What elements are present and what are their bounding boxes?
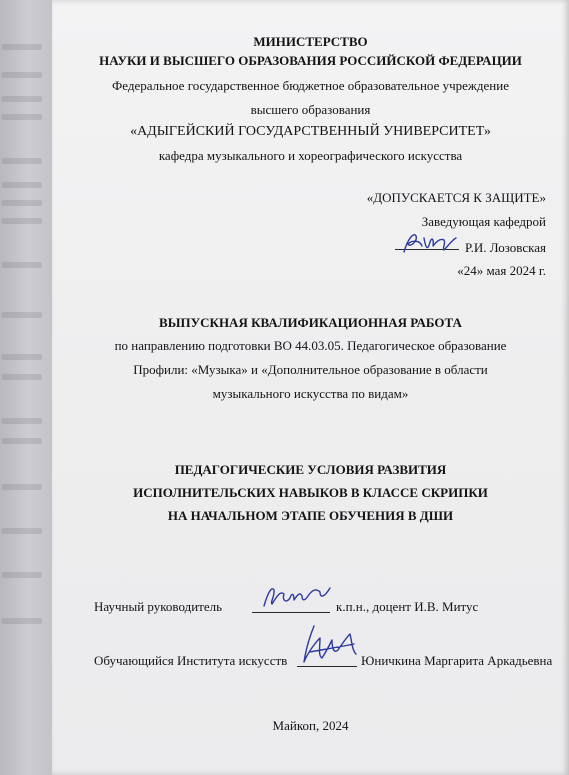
ghost-text: [2, 374, 42, 380]
supervisor-signature-icon: [258, 580, 334, 614]
supervisor-details: к.п.н., доцент И.В. Митус: [336, 599, 479, 614]
student-signature-icon: [296, 622, 360, 672]
ghost-text: [2, 312, 42, 318]
title-page: [52, 0, 569, 775]
approval-title: «ДОПУСКАЕТСЯ К ЗАЩИТЕ»: [366, 190, 546, 205]
work-profile-line2: музыкального искусства по видам»: [212, 386, 409, 401]
topic-line1: ПЕДАГОГИЧЕСКИЕ УСЛОВИЯ РАЗВИТИЯ: [174, 462, 447, 477]
approval-role: Заведующая кафедрой: [421, 214, 546, 229]
ghost-text: [2, 418, 42, 424]
ghost-text: [2, 354, 42, 360]
student-name: Юничкина Маргарита Аркадьевна: [361, 653, 553, 668]
ghost-text: [2, 438, 42, 444]
topic-line3: НА НАЧАЛЬНОМ ЭТАПЕ ОБУЧЕНИЯ В ДШИ: [167, 508, 454, 523]
ghost-text: [2, 262, 42, 268]
ghost-text: [2, 572, 42, 578]
supervisor-label: Научный руководитель: [94, 599, 223, 614]
ghost-text: [2, 618, 42, 624]
student-label: Обучающийся Института искусств: [94, 653, 288, 668]
education-level: высшего образования: [250, 102, 371, 117]
ministry-title: МИНИСТЕРСТВО: [253, 34, 368, 49]
ghost-text: [2, 158, 42, 164]
work-type: ВЫПУСКНАЯ КВАЛИФИКАЦИОННАЯ РАБОТА: [159, 315, 462, 330]
department-name: кафедра музыкального и хореографического искусства: [158, 148, 463, 163]
work-direction: по направлению подготовки ВО 44.03.05. Педагогическое образование: [114, 338, 507, 353]
city-year: Майкоп, 2024: [272, 718, 349, 733]
ghost-text: [2, 44, 42, 50]
ghost-text: [2, 200, 42, 206]
approval-date: «24» мая 2024 г.: [457, 263, 546, 278]
approval-head-name: Р.И. Лозовская: [465, 240, 546, 255]
ghost-text: [2, 484, 42, 490]
university-name: «АДЫГЕЙСКИЙ ГОСУДАРСТВЕННЫЙ УНИВЕРСИТЕТ»: [130, 124, 491, 139]
ghost-text: [2, 96, 42, 102]
ministry-subtitle: НАУКИ И ВЫСШЕГО ОБРАЗОВАНИЯ РОССИЙСКОЙ ФЕДЕРАЦИИ: [99, 53, 522, 68]
adjacent-page-edge: [0, 0, 52, 775]
ghost-text: [2, 114, 42, 120]
ghost-text: [2, 182, 42, 188]
ghost-text: [2, 528, 42, 534]
ghost-text: [2, 72, 42, 78]
head-signature-icon: [400, 228, 460, 258]
ghost-text: [2, 218, 42, 224]
institution-type: Федеральное государственное бюджетное образовательное учреждение: [112, 78, 509, 93]
topic-line2: ИСПОЛНИТЕЛЬСКИХ НАВЫКОВ В КЛАССЕ СКРИПКИ: [133, 485, 488, 500]
work-profile-line1: Профили: «Музыка» и «Дополнительное образование в области: [133, 362, 488, 377]
